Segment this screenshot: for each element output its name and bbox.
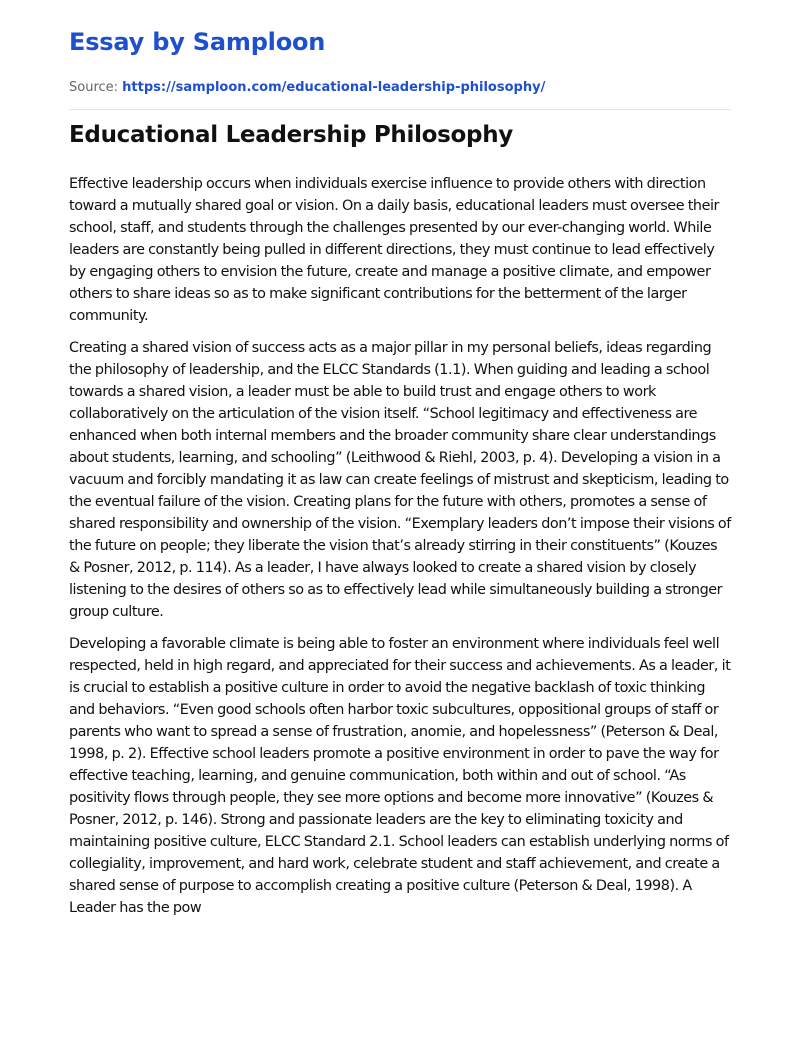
paragraph: Creating a shared vision of success acts as a major pillar in my personal beliefs, ideas regarding the philosophy of leadership, and the ELCC Standards (1.1). When guiding and leading a school towards a shared vision, a leader must be able to build trust and engage others to work collaboratively on the articulation of the vision itself. “School legitimacy and effectiveness are enhanced when both internal members and the broader community share clear understandings about students, learning, and schooling” (Leithwood & Riehl, 2003, p. 4). Developing a vision in a vacuum and forcibly mandating it as law can create feelings of mistrust and skepticism, leading to the eventual failure of the vision. Creating plans for the future with others, promotes a sense of shared responsibility and ownership of the vision. “Exemplary leaders don’t impose their visions of the future on people; they liberate the vision that’s already stirring in their constituents” (Kouzes & Posner, 2012, p. 114). As a leader, I have always looked to create a shared vision by closely listening to the desires of others so as to effectively lead while simultaneously building a stronger group culture. <box>69 340 731 620</box>
paragraph: Developing a favorable climate is being able to foster an environment where individuals feel well respected, held in high regard, and appreciated for their success and achievements. As a leader, it is crucial to establish a positive culture in order to avoid the negative backlash of toxic thinking and behaviors. “Even good schools often harbor toxic subcultures, oppositional groups of staff or parents who want to spread a sense of frustration, anomie, and hopelessness” (Peterson & Deal, 1998, p. 2). Effective school leaders promote a positive environment in order to pave the way for effective teaching, learning, and genuine communication, both within and out of school. “As positivity flows through people, they see more options and become more innovative” (Kouzes & Posner, 2012, p. 146). Strong and passionate leaders are the key to eliminating toxicity and maintaining positive culture, ELCC Standard 2.1. School leaders can establish underlying norms of collegiality, improvement, and hard work, celebrate student and staff achievement, and create a shared sense of purpose to accomplish creating a positive culture (Peterson & Deal, 1998). A Leader has the pow <box>69 636 731 916</box>
header-divider <box>69 109 731 110</box>
source-label: Source: <box>69 80 119 95</box>
source-link[interactable]: https://samploon.com/educational-leadership-philosophy/ <box>122 80 546 95</box>
page-title: Educational Leadership Philosophy <box>69 122 513 148</box>
source-line <box>69 80 545 95</box>
essay-body <box>69 173 731 929</box>
paragraph: Effective leadership occurs when individuals exercise influence to provide others with direction toward a mutually shared goal or vision. On a daily basis, educational leaders must oversee their school, staff, and students through the challenges presented by our ever-changing world. While leaders are constantly being pulled in different directions, they must continue to lead effectively by engaging others to envision the future, create and manage a positive climate, and empower others to share ideas so as to make significant contributions for the betterment of the larger community. <box>69 176 720 324</box>
brand-title: Essay by Samploon <box>69 28 326 56</box>
